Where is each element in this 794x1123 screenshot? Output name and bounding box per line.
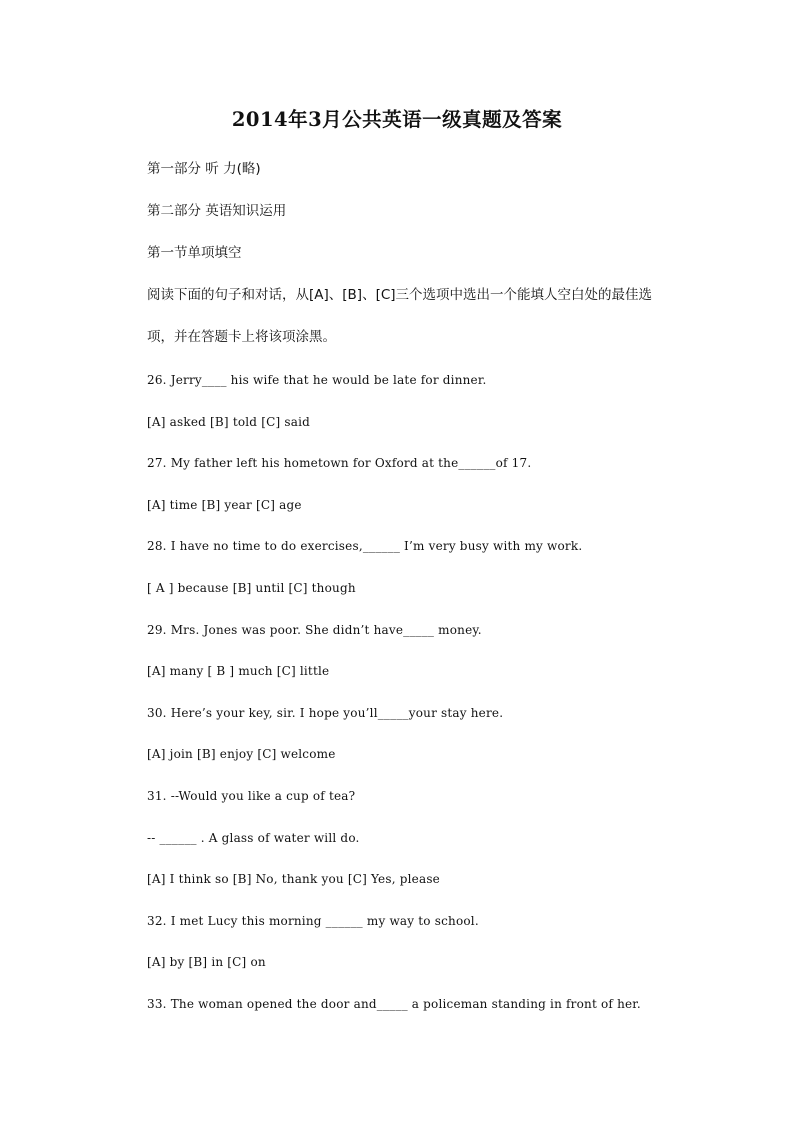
options-28: [ A ] because [B] until [C] though	[147, 581, 356, 595]
options-29: [A] many [ B ] much [C] little	[147, 664, 330, 678]
options-27: [A] time [B] year [C] age	[147, 498, 302, 512]
subsection-single-choice: 第一节单项填空	[147, 245, 242, 261]
question-29: 29. Mrs. Jones was poor. She didn’t have_____ money.	[147, 623, 482, 637]
section-listening: 第一部分 听 力(略)	[147, 161, 261, 177]
options-30: [A] join [B] enjoy [C] welcome	[147, 747, 336, 761]
options-31: [A] I think so [B] No, thank you [C] Yes, please	[147, 872, 440, 886]
question-31-reply: -- ______ . A glass of water will do.	[147, 831, 360, 845]
section-knowledge: 第二部分 英语知识运用	[147, 203, 287, 219]
question-33: 33. The woman opened the door and_____ a policeman standing in front of her.	[147, 997, 641, 1011]
question-28: 28. I have no time to do exercises,______ I’m very busy with my work.	[147, 539, 583, 553]
question-27: 27. My father left his hometown for Oxford at the______of 17.	[147, 456, 532, 470]
question-31: 31. --Would you like a cup of tea?	[147, 789, 356, 803]
question-30: 30. Here’s your key, sir. I hope you’ll_____your stay here.	[147, 706, 504, 720]
document-title: 2014年3月公共英语一级真题及答案	[231, 108, 563, 131]
question-32: 32. I met Lucy this morning ______ my way to school.	[147, 914, 479, 928]
options-26: [A] asked [B] told [C] said	[147, 415, 310, 429]
instruction-line-1: 阅读下面的句子和对话，从[A]、[B]、[C]三个选项中选出一个能填人空白处的最佳选	[147, 287, 653, 303]
question-26: 26. Jerry____ his wife that he would be late for dinner.	[147, 373, 487, 387]
instruction-line-2: 项，并在答题卡上将该项涂黑。	[147, 329, 336, 345]
options-32: [A] by [B] in [C] on	[147, 955, 266, 969]
